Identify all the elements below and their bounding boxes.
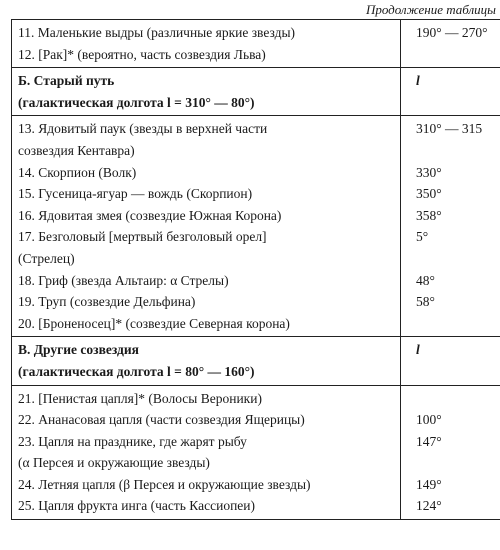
value-23: 147° [416,433,442,449]
value-20 [416,313,494,335]
list-item-19: 19. Труп (созвездие Дельфина) [18,294,196,310]
continued-label: Продолжение таблицы [365,2,496,17]
value-19: 58° [416,294,435,310]
value-21 [416,388,494,410]
constellation-table [11,19,500,520]
name-cell [12,116,401,336]
value-cell [401,386,500,520]
table-row-group-b [11,116,500,337]
list-item-21: 21. [Пенистая цапля]* (Волосы Вероники) [18,390,262,406]
section-subtitle-c: (галактическая долгота l = 80° — 160°) [18,363,255,379]
section-value-cell [401,337,500,384]
value-16: 358° [416,207,442,223]
value-24: 149° [416,476,442,492]
section-header-c [11,337,500,385]
section-title-c: В. Другие созвездия [18,342,139,358]
list-item-20: 20. [Броненосец]* (созвездие Северная корона) [18,315,290,331]
list-item-12: 12. [Рак]* (вероятно, часть созвездия Льва) [18,46,266,62]
value-12 [416,44,494,66]
section-value-c: l [416,342,420,358]
value-18: 48° [416,272,435,288]
list-item-17-cont: (Стрелец) [18,250,75,266]
list-item-22: 22. Ананасовая цапля (части созвездия Ящерицы) [18,412,305,428]
value-13: 310° — 315 [416,121,483,137]
spacer [416,140,494,162]
list-item-14: 14. Скорпион (Волк) [18,164,137,180]
spacer [416,248,494,270]
list-item-23-cont: (α Персея и окружающие звезды) [18,455,210,471]
list-item-11: 11. Маленькие выдры (различные яркие звезды) [18,25,296,40]
list-item-15: 15. Гусеница-ягуар — вождь (Скорпион) [18,186,253,202]
list-item-17: 17. Безголовый [мертвый безголовый орел] [18,229,267,245]
value-11: 190° — 270° [416,25,488,40]
list-item-13-cont: созвездия Кентавра) [18,142,135,158]
section-subtitle-b: (галактическая долгота l = 310° — 80°) [18,94,255,110]
value-cell [401,116,500,336]
name-cell [12,386,401,520]
list-item-18: 18. Гриф (звезда Альтаир: α Стрелы) [18,272,229,288]
spacer [416,452,494,474]
section-title-cell [12,337,401,384]
section-title-b: Б. Старый путь [18,73,115,89]
table-row-group-c [11,386,500,521]
value-22: 100° [416,412,442,428]
section-title-cell [12,68,401,115]
table-row-group-a [11,20,500,68]
section-value-cell [401,68,500,115]
value-15: 350° [416,186,442,202]
value-25: 124° [416,498,442,514]
list-item-16: 16. Ядовитая змея (созвездие Южная Корона) [18,207,282,223]
section-value-b: l [416,73,420,89]
value-17: 5° [416,229,429,245]
value-14: 330° [416,164,442,180]
value-cell [401,20,500,67]
list-item-13: 13. Ядовитый паук (звезды в верхней части [18,121,268,137]
section-header-b [11,68,500,116]
list-item-25: 25. Цапля фрукта инга (часть Кассиопеи) [18,498,256,514]
name-cell [12,20,401,67]
list-item-23: 23. Цапля на празднике, где жарят рыбу [18,433,247,449]
list-item-24: 24. Летняя цапля (β Персея и окружающие звезды) [18,476,311,492]
